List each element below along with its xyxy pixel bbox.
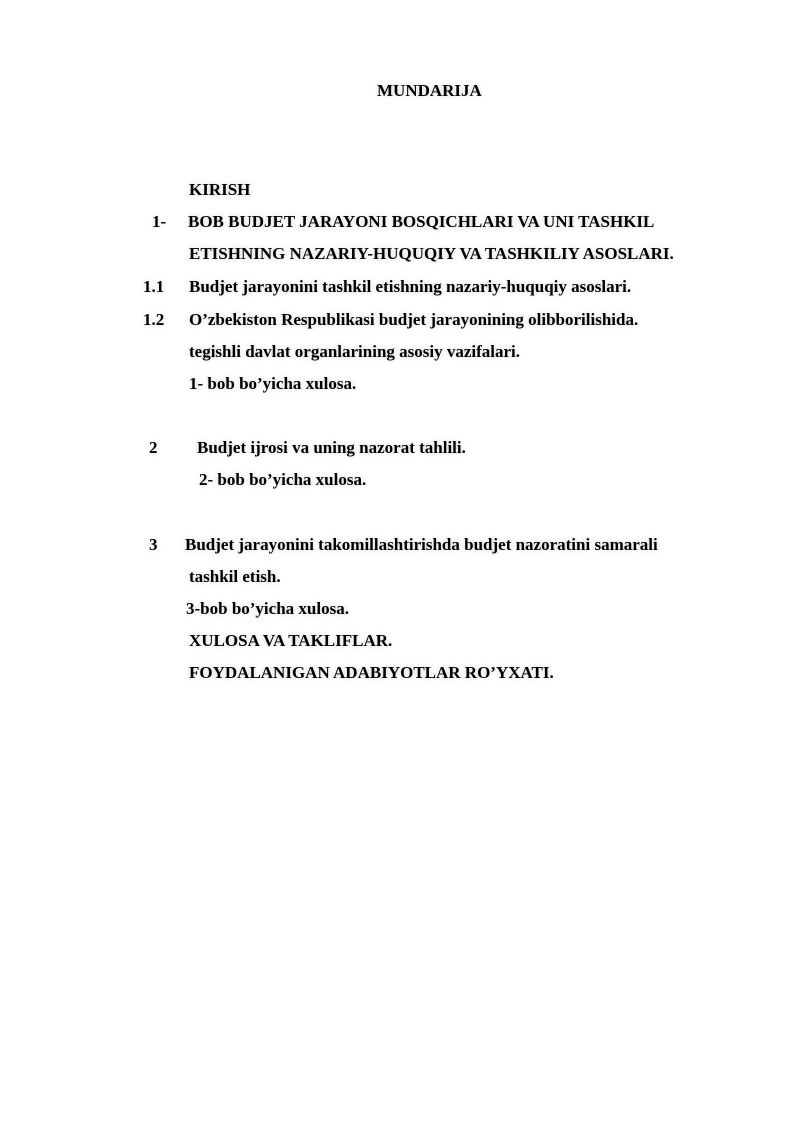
toc-entry-chapter-3: Budjet jarayonini takomillashtirishda budjet nazoratini samarali: [185, 535, 658, 554]
toc-entry-chapter-3-cont: tashkil etish.: [189, 567, 281, 586]
toc-entry-section-1-2-cont: tegishli davlat organlarining asosiy vazifalari.: [189, 342, 521, 361]
toc-entry-references: FOYDALANIGAN ADABIYOTLAR RO’YXATI.: [189, 663, 554, 682]
toc-entry-number: 2: [149, 438, 158, 457]
toc-entry-intro: KIRISH: [189, 180, 251, 199]
toc-entry-conclusion-1: 1- bob bo’yicha xulosa.: [189, 374, 357, 393]
toc-entry-section-1-2: O’zbekiston Respublikasi budjet jarayonining olibborilishida.: [189, 310, 639, 329]
page-title: MUNDARIJA: [377, 81, 482, 100]
toc-entry-number: 1-: [152, 212, 167, 231]
toc-entry-conclusions: XULOSA VA TAKLIFLAR.: [189, 631, 393, 650]
toc-entry-conclusion-2: 2- bob bo’yicha xulosa.: [199, 470, 367, 489]
toc-entry-chapter-1-cont: ETISHNING NAZARIY-HUQUQIY VA TASHKILIY ASOSLARI.: [189, 244, 674, 263]
toc-entry-chapter-1: BOB BUDJET JARAYONI BOSQICHLARI VA UNI TASHKIL: [188, 212, 655, 231]
toc-entry-number: 1.1: [143, 277, 165, 296]
toc-entry-section-1-1: Budjet jarayonini tashkil etishning nazariy-huquqiy asoslari.: [189, 277, 632, 296]
toc-entry-conclusion-3: 3-bob bo’yicha xulosa.: [186, 599, 349, 618]
toc-entry-number: 1.2: [143, 310, 165, 329]
toc-entry-chapter-2: Budjet ijrosi va uning nazorat tahlili.: [197, 438, 466, 457]
toc-entry-number: 3: [149, 535, 158, 554]
